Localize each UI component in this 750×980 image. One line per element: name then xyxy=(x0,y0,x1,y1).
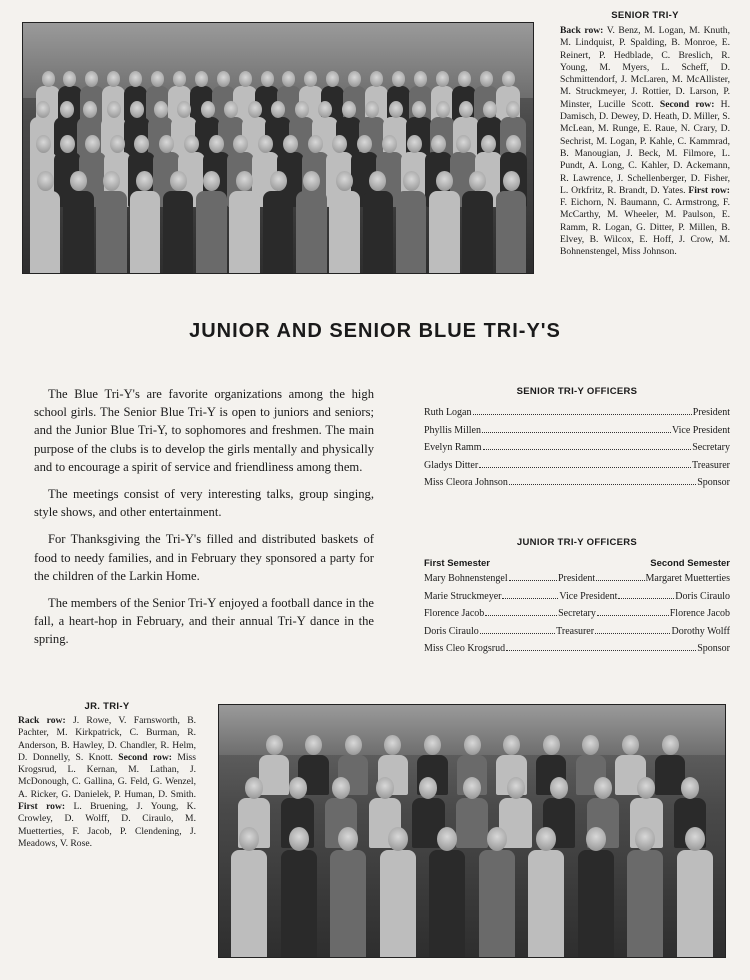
person-figure xyxy=(436,101,450,118)
senior-officers-list xyxy=(424,386,730,495)
person-figure xyxy=(308,135,323,153)
person-figure xyxy=(637,777,655,799)
officer-name: Phyllis Millen xyxy=(424,424,481,436)
person-figure xyxy=(177,101,191,118)
officer-role: Treasurer xyxy=(692,459,730,471)
junior-officers-title: JUNIOR TRI-Y OFFICERS xyxy=(516,537,638,548)
person-figure xyxy=(60,101,74,118)
person-figure xyxy=(217,71,230,87)
person-figure xyxy=(681,777,699,799)
person-figure xyxy=(107,101,121,118)
second-semester-officer: Margaret Muetterties xyxy=(645,573,731,584)
senior-caption-second-names: H. Damisch, D. Dewey, D. Heath, D. Miller, S. McLean, M. Runge, E. Raue, N. Crary, D. Sechrist, M. Logan, P. Kahle, C. Kammrad, B. Manougian, J. Beck, M. Filmore, L. Pundt, A. Long, C. Kahler, D. Ackemann, R. Lawrence, J. Schellenberger, D. Fisher, L. Orkfritz, R. Brandt, D. Yates. xyxy=(560,98,730,196)
person-figure xyxy=(239,827,259,851)
person-figure xyxy=(342,101,356,118)
officer-role: President xyxy=(692,407,730,418)
officer-role: Treasurer xyxy=(556,625,595,637)
person-figure xyxy=(283,135,298,153)
senior-officer-row xyxy=(424,460,730,478)
person-figure xyxy=(42,71,55,87)
person-figure xyxy=(414,71,427,87)
person-figure xyxy=(424,735,441,755)
officer-name: Miss Cleora Johnson xyxy=(424,477,508,488)
first-semester-officer: Mary Bohnenstengel xyxy=(424,573,508,584)
junior-caption-second-label: Second row: xyxy=(118,751,172,763)
person-figure xyxy=(266,735,283,755)
person-figure xyxy=(550,777,568,799)
junior-officer-row xyxy=(424,591,730,609)
person-figure xyxy=(154,101,168,118)
person-figure xyxy=(487,827,507,851)
junior-tri-y-caption xyxy=(18,701,196,850)
person-figure xyxy=(685,827,705,851)
junior-officers-list xyxy=(424,537,730,661)
person-figure xyxy=(382,135,397,153)
person-figure xyxy=(326,71,339,87)
person-figure xyxy=(543,735,560,755)
person-figure xyxy=(458,71,471,87)
senior-tri-y-caption xyxy=(560,10,730,259)
person-figure xyxy=(419,777,437,799)
person-figure xyxy=(248,101,262,118)
person-figure xyxy=(63,71,76,87)
second-semester-heading: Second Semester xyxy=(650,558,730,569)
person-figure xyxy=(662,735,679,755)
person-figure xyxy=(173,71,186,87)
first-semester-heading: First Semester xyxy=(424,558,491,569)
first-semester-officer: Doris Ciraulo xyxy=(424,625,479,637)
senior-officer-row xyxy=(424,477,730,495)
officer-role: Vice President xyxy=(672,424,730,436)
person-figure xyxy=(304,71,317,87)
person-figure xyxy=(412,101,426,118)
person-figure xyxy=(130,101,144,118)
junior-caption-back-names: J. Rowe, V. Farnsworth, B. Pachter, M. Kirkpatrick, C. Burman, R. Anderson, B. Hawley, D. Chandler, R. Helm, D. Donnelly, S. Knott. xyxy=(18,715,196,763)
officer-role: Secretary xyxy=(692,442,730,453)
officer-role: Vice President xyxy=(559,590,618,602)
person-figure xyxy=(370,71,383,87)
person-figure xyxy=(437,827,457,851)
senior-caption-back-names: V. Benz, M. Logan, M. Knuth, M. Lindquist, P. Spalding, B. Monroe, E. Reinert, P. Hedblade, C. Breslich, R. Young, M. Myers, L. Scheff, D. Schmittendorf, J. McLaren, M. McAllister, M. Struckmeyer, J. Rottier, D. Larson, P. Minster, Lucille Scott. xyxy=(560,25,730,110)
person-figure xyxy=(36,101,50,118)
person-figure xyxy=(389,101,403,118)
paragraph: The Blue Tri-Y's are favorite organizations among the high school girls. The Senior Blue Tri-Y is open to juniors and seniors; and the Junior Blue Tri-Y, to sophomores and freshmen. The main purpose of the clubs is to develop the girls mentally and physically and to encourage a spirit of service and friendliness among them. xyxy=(34,387,374,474)
person-figure xyxy=(345,735,362,755)
officer-role: Sponsor xyxy=(697,477,730,488)
person-figure xyxy=(37,171,54,191)
senior-caption-first-label: First row: xyxy=(688,184,730,196)
person-figure xyxy=(151,71,164,87)
person-figure xyxy=(506,135,521,153)
junior-caption-first-names: L. Bruening, J. Young, K. Crowley, D. Wolff, D. Ciraulo, M. Muetterties, F. Jacob, P. Clendening, J. Meadows, V. Rose. xyxy=(18,801,196,849)
person-figure xyxy=(70,171,87,191)
person-figure xyxy=(270,171,287,191)
person-figure xyxy=(36,135,51,153)
paragraph: The members of the Senior Tri-Y enjoyed a football dance in the fall, a heart-hop in February, and their annual Tri-Y dance in the spring. xyxy=(34,596,374,647)
first-semester-officer: Marie Struckmeyer xyxy=(424,590,502,602)
senior-officer-row xyxy=(424,442,730,460)
person-figure xyxy=(594,777,612,799)
person-figure xyxy=(129,71,142,87)
person-figure xyxy=(622,735,639,755)
person-figure xyxy=(83,101,97,118)
person-figure xyxy=(85,135,100,153)
person-figure xyxy=(295,101,309,118)
officer-name: Evelyn Ramm xyxy=(424,442,482,453)
person-figure xyxy=(338,827,358,851)
junior-sponsor-row xyxy=(424,643,730,661)
person-figure xyxy=(507,777,525,799)
person-figure xyxy=(245,777,263,799)
person-figure xyxy=(184,135,199,153)
person-figure xyxy=(463,777,481,799)
person-figure xyxy=(464,735,481,755)
senior-officer-row xyxy=(424,407,730,425)
senior-caption-first-names: F. Eichorn, N. Baumann, C. Armstrong, F. McCarthy, M. Wheeler, M. Paulson, E. Ramm, R. Logan, G. Ditter, P. Millen, B. Elvey, B. Wilcox, E. Hoff, J. Crow, M. Bohnenstengel, Miss Johnson. xyxy=(560,197,730,258)
junior-caption-second-names: Miss Krogsrud, L. Kernan, M. Lathan, J. McDonough, C. Gallina, G. Feld, G. Wenzel, A. Ricker, G. Danielek, P. Human, D. Smith. xyxy=(18,751,196,800)
person-figure xyxy=(332,777,350,799)
paragraph: The meetings consist of very interesting talks, group singing, style shows, and other entertainment. xyxy=(34,487,374,520)
person-figure xyxy=(388,827,408,851)
second-semester-officer: Florence Jacob xyxy=(669,608,731,619)
junior-officer-row xyxy=(424,608,730,626)
junior-caption-title: JR. TRI-Y xyxy=(84,701,130,712)
senior-caption-back-label: Back row: xyxy=(560,25,604,36)
person-figure xyxy=(376,777,394,799)
senior-tri-y-group-photo xyxy=(22,22,534,274)
person-figure xyxy=(436,71,449,87)
person-figure xyxy=(271,101,285,118)
person-figure xyxy=(348,71,361,87)
person-figure xyxy=(224,101,238,118)
officer-name: Ruth Logan xyxy=(424,407,472,418)
person-figure xyxy=(195,71,208,87)
person-figure xyxy=(357,135,372,153)
person-figure xyxy=(456,135,471,153)
article-body xyxy=(34,385,374,658)
page-title: JUNIOR AND SENIOR BLUE TRI-Y'S xyxy=(189,320,561,342)
person-figure xyxy=(459,101,473,118)
second-semester-officer: Doris Ciraulo xyxy=(675,590,731,602)
person-figure xyxy=(239,71,252,87)
person-figure xyxy=(107,71,120,87)
person-figure xyxy=(392,71,405,87)
person-figure xyxy=(303,171,320,191)
person-figure xyxy=(481,135,496,153)
officer-role: President xyxy=(557,573,596,584)
junior-officer-row xyxy=(424,573,730,591)
person-figure xyxy=(318,101,332,118)
person-figure xyxy=(483,101,497,118)
person-figure xyxy=(365,101,379,118)
person-figure xyxy=(209,135,224,153)
junior-tri-y-group-photo xyxy=(218,704,726,958)
senior-officers-title: SENIOR TRI-Y OFFICERS xyxy=(516,386,638,397)
person-figure xyxy=(85,71,98,87)
junior-officer-row xyxy=(424,626,730,644)
person-figure xyxy=(201,101,215,118)
person-figure xyxy=(407,135,422,153)
person-figure xyxy=(502,71,515,87)
person-figure xyxy=(480,71,493,87)
person-figure xyxy=(506,101,520,118)
junior-sponsor-name: Miss Cleo Krogsrud xyxy=(424,643,506,654)
person-figure xyxy=(503,171,520,191)
person-figure xyxy=(289,777,307,799)
person-figure xyxy=(110,135,125,153)
senior-caption-second-label: Second row: xyxy=(659,98,715,110)
person-figure xyxy=(403,171,420,191)
officer-role: Secretary xyxy=(558,608,596,619)
person-figure xyxy=(586,827,606,851)
senior-officer-row xyxy=(424,425,730,443)
officer-name: Gladys Ditter xyxy=(424,459,479,471)
junior-sponsor-role: Sponsor xyxy=(697,643,730,654)
junior-caption-first-label: First row: xyxy=(18,801,66,813)
junior-caption-back-label: Rack row: xyxy=(18,715,66,726)
person-figure xyxy=(261,71,274,87)
second-semester-officer: Dorothy Wolff xyxy=(671,625,731,637)
senior-caption-title: SENIOR TRI-Y xyxy=(611,10,679,21)
person-figure xyxy=(289,827,309,851)
person-figure xyxy=(170,171,187,191)
paragraph: For Thanksgiving the Tri-Y's filled and distributed baskets of food to needy families, and in February they sponsored a party for the children of the Larkin Home. xyxy=(34,532,374,583)
first-semester-officer: Florence Jacob xyxy=(424,608,485,619)
